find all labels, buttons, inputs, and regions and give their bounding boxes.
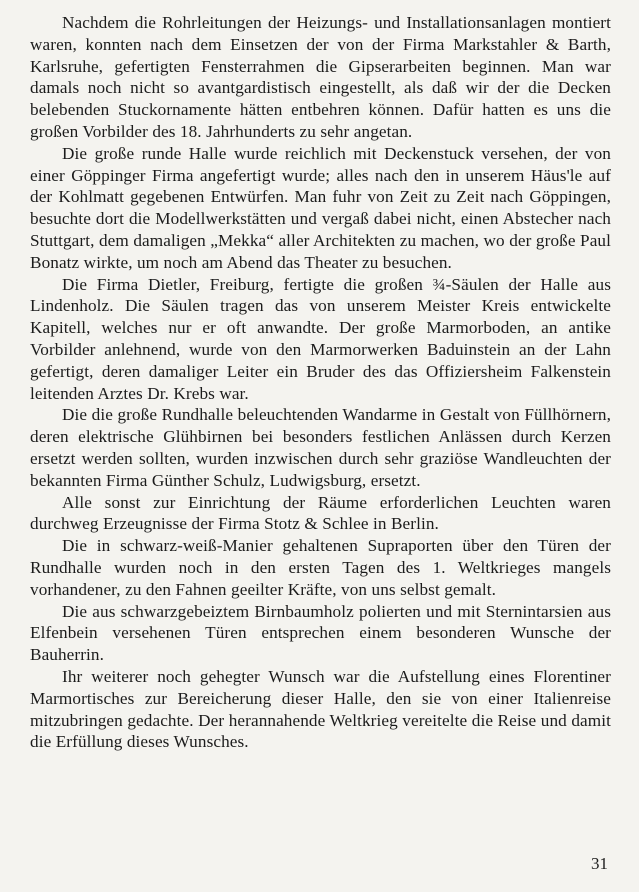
paragraph-8: Ihr weiterer noch gehegter Wunsch war die Aufstellung eines Florentiner Marmortisches zur Bereicherung dieser Halle, den sie von einer Italienreise mitzubringen gedachte. Der herannahende Weltkrieg vereitelte die Reise und damit die Erfüllung dieses Wunsches. (30, 666, 611, 752)
paragraph-1: Nachdem die Rohrleitungen der Heizungs- und Installationsanlagen montiert waren, konnten nach dem Einsetzen der von der Firma Markstahler & Barth, Karlsruhe, gefertigten Fensterrahmen die Gipserarbeiten beginnen. Man war damals noch nicht so avantgardistisch eingestellt, als daß wir der die Decken belebenden Stuckornamente hätten entbehren können. Dafür hatten es uns die großen Vorbilder des 18. Jahrhunderts zu sehr angetan. (30, 13, 611, 141)
paragraph-7: Die aus schwarzgebeiztem Birnbaumholz polierten und mit Sternintarsien aus Elfenbein versehenen Türen entsprechen einem besonderen Wunsche der Bauherrin. (30, 601, 611, 665)
page-number: 31 (591, 854, 608, 873)
paragraph-5: Alle sonst zur Einrichtung der Räume erforderlichen Leuchten waren durchweg Erzeugnisse der Firma Stotz & Schlee in Berlin. (30, 492, 611, 534)
paragraph-3: Die Firma Dietler, Freiburg, fertigte die großen ¾-Säulen der Halle aus Lindenholz. Die Säulen tragen das von unserem Meister Kreis entwickelte Kapitell, welches nur er oft anwandte. Der große Marmorboden, an antike Vorbilder anlehnend, wurde von den Marmorwerken Baduinstein an der Lahn gefertigt, deren damaliger Leiter ein Bruder des das Offiziersheim Falkenstein leitenden Arztes Dr. Krebs war. (30, 274, 611, 403)
paragraph-2: Die große runde Halle wurde reichlich mit Deckenstuck versehen, der von einer Göppinger Firma angefertigt wurde; alles nach den in unserem Häus'le auf der Kohlmatt gegebenen Entwürfen. Man fuhr von Zeit zu Zeit nach Göppingen, besuchte dort die Modellwerkstätten und vergaß dabei nicht, einen Abstecher nach Stuttgart, dem damaligen „Mekka“ aller Architekten zu machen, wo der große Paul Bonatz wirkte, um noch am Abend das Theater zu besuchen. (30, 143, 611, 272)
paragraph-4: Die die große Rundhalle beleuchtenden Wandarme in Gestalt von Füllhörnern, deren elektrische Glühbirnen bei besonders festlichen Anlässen durch Kerzen ersetzt werden sollten, wurden inzwischen durch sehr graziöse Wandleuchten der bekannten Firma Günther Schulz, Ludwigsburg, ersetzt. (30, 405, 611, 490)
body-text (30, 12, 611, 753)
paragraph-6: Die in schwarz-weiß-Manier gehaltenen Supraporten über den Türen der Rundhalle wurden noch in den ersten Tagen des 1. Weltkrieges mangels vorhandener, zu den Fahnen geeilter Kräfte, von uns selbst gemalt. (30, 536, 611, 599)
